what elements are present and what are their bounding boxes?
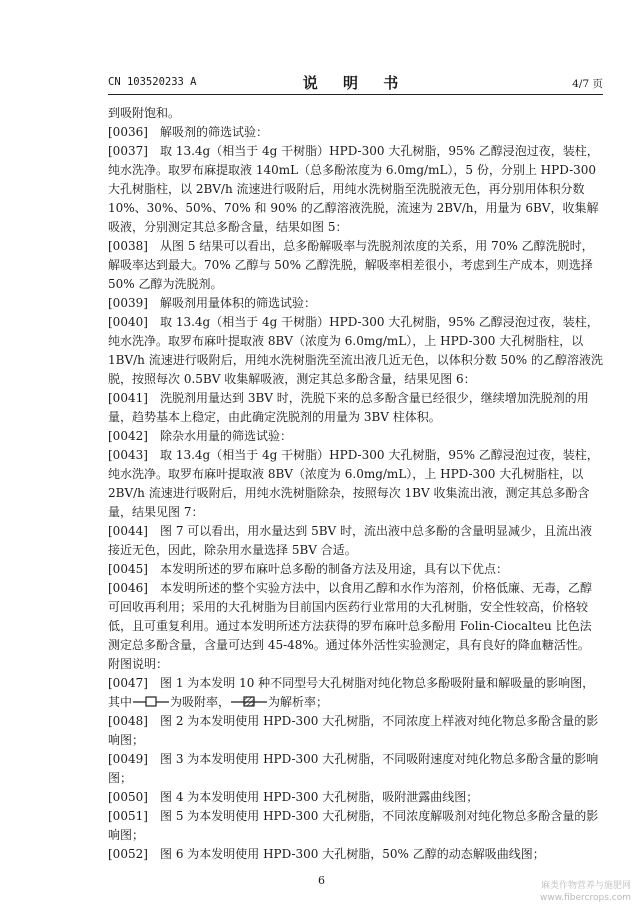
paragraph-number: [0046]	[108, 581, 148, 595]
paragraph-0041	[108, 389, 603, 427]
legend-desorption-text: 为解析率；	[268, 695, 329, 709]
page-info: 4/7 页	[572, 78, 603, 90]
paragraph-text: 解吸剂的筛选试验：	[160, 125, 269, 139]
paragraph-text: 取 13.4g（相当于 4g 干树脂）HPD-300 大孔树脂，95% 乙醇浸泡过夜，装柱，纯水洗净。取罗布麻提取液 140mL（总多酚浓度为 6.0mg/mL），5 份，分别上 HPD-300 大孔树脂柱，以 2BV/h 流速进行吸附后，用纯水洗树脂至洗脱液无色，再分别用体积分数 10%、30%、50%、70% 和 90% 的乙醇溶液洗脱，流速为 2BV/h，用量为 6BV，收集解吸液，分别测定其总多酚含量，结果如图 5：	[108, 144, 599, 234]
paragraph-number: [0043]	[108, 448, 148, 462]
paragraph-number: [0048]	[108, 714, 148, 728]
watermark-site-name: 麻类作物营养与施肥网	[540, 881, 631, 891]
paragraph-text: 洗脱剂用量达到 3BV 时，洗脱下来的总多酚含量已经很少，继续增加洗脱剂的用量，趋势基本上稳定，由此确定洗脱剂的用量为 3BV 柱体积。	[108, 391, 589, 424]
paragraph-0040	[108, 313, 603, 389]
paragraph-continuation	[108, 104, 603, 123]
paragraph-text: 本发明所述的整个实验方法中，以食用乙醇和水作为溶剂，价格低廉、无毒，乙醇可回收再利用；采用的大孔树脂为目前国内医药行业常用的大孔树脂，安全性较高，价格较低，且可重复利用。通过本发明所述方法获得的罗布麻叶总多酚用 Folin-Ciocalteu 比色法测定总多酚含量，含量可达到 45-48%。通过体外活性实验测定，具有良好的降血糖活性。	[108, 581, 593, 652]
paragraph-number: [0047]	[108, 676, 148, 690]
site-watermark	[540, 880, 631, 904]
paragraph-number: [0050]	[108, 790, 148, 804]
paragraph-text: 取 13.4g（相当于 4g 干树脂）HPD-300 大孔树脂，95% 乙醇浸泡过夜，装柱，纯水洗净。取罗布麻叶提取液 8BV（浓度为 6.0mg/mL），上 HPD-300 大孔树脂柱，以 1BV/h 流速进行吸附后，用纯水洗树脂洗至流出液几近无色，以体积分数 50% 的乙醇溶液洗脱，按照每次 0.5BV 收集解吸液，测定其总多酚含量，结果见图 6：	[108, 315, 604, 386]
paragraph-0050	[108, 788, 603, 807]
paragraph-0052	[108, 845, 603, 864]
paragraph-text: 图 5 为本发明使用 HPD-300 大孔树脂，不同浓度解吸剂对纯化物总多酚含量的影响图；	[108, 809, 599, 842]
watermark-url: www.fibercrops.com	[540, 893, 631, 903]
paragraph-0042	[108, 427, 603, 446]
document-body	[108, 104, 603, 864]
paragraph-0043	[108, 446, 603, 522]
paragraph-number: [0045]	[108, 562, 148, 576]
paragraph-text	[108, 674, 603, 712]
page-header	[108, 72, 603, 92]
paragraph-text: 取 13.4g（相当于 4g 干树脂）HPD-300 大孔树脂，95% 乙醇浸泡过夜，装柱，纯水洗净。取罗布麻叶提取液 8BV（浓度为 6.0mg/mL），上 HPD-300 大孔树脂柱，以 2BV/h 流速进行吸附后，用纯水洗树脂除杂，按照每次 1BV 收集流出液，测定其总多酚含量，结果见图 7：	[108, 448, 599, 519]
paragraph-0045	[108, 560, 603, 579]
header-rule	[108, 94, 603, 95]
paragraph-0051	[108, 807, 603, 845]
paragraph-number: [0042]	[108, 429, 148, 443]
figure-description-heading	[108, 655, 603, 674]
paragraph-text: 图 3 为本发明使用 HPD-300 大孔树脂，不同吸附速度对纯化物总多酚含量的影响图；	[108, 752, 599, 785]
paragraph-0049	[108, 750, 603, 788]
paragraph-0048	[108, 712, 603, 750]
paragraph-0038	[108, 237, 603, 294]
paragraph-text: 附图说明：	[108, 657, 169, 671]
paragraph-text: 解吸剂用量体积的筛选试验：	[160, 296, 317, 310]
paragraph-number: [0049]	[108, 752, 148, 766]
paragraph-0036	[108, 123, 603, 142]
paragraph-text: 从图 5 结果可以看出，总多酚解吸率与洗脱剂浓度的关系，用 70% 乙醇洗脱时，解吸率达到最大。70% 乙醇与 50% 乙醇洗脱，解吸率相差很小，考虑到生产成本，则选择 50% 乙醇为洗脱剂。	[108, 239, 594, 291]
paragraph-number: [0052]	[108, 847, 148, 861]
paragraph-0046	[108, 579, 603, 655]
adsorption-legend-icon	[133, 696, 169, 707]
paragraph-text: 图 2 为本发明使用 HPD-300 大孔树脂，不同浓度上样液对纯化物总多酚含量的影响图；	[108, 714, 599, 747]
paragraph-text: 图 6 为本发明使用 HPD-300 大孔树脂，50% 乙醇的动态解吸曲线图；	[160, 847, 545, 861]
paragraph-number: [0038]	[108, 239, 148, 253]
legend-adsorption-text: 为吸附率，	[170, 695, 231, 709]
paragraph-text: 图 7 可以看出，用水量达到 5BV 时，流出液中总多酚的含量明显减少，且流出液接近无色，因此，除杂用水量选择 5BV 合适。	[108, 524, 593, 557]
page-number: 6	[318, 874, 325, 887]
paragraph-text: 图 4 为本发明使用 HPD-300 大孔树脂，吸附泄露曲线图；	[160, 790, 479, 804]
paragraph-number: [0041]	[108, 391, 148, 405]
paragraph-number: [0040]	[108, 315, 148, 329]
paragraph-number: [0044]	[108, 524, 148, 538]
paragraph-number: [0036]	[108, 125, 148, 139]
paragraph-number: [0051]	[108, 809, 148, 823]
paragraph-text: 除杂水用量的筛选试验：	[160, 429, 293, 443]
paragraph-number: [0039]	[108, 296, 148, 310]
paragraph-0044	[108, 522, 603, 560]
paragraph-text: 到吸附饱和。	[108, 106, 181, 120]
legend-prefix: 其中	[108, 695, 133, 709]
publication-number: CN 103520233 A	[108, 76, 197, 88]
desorption-legend-icon	[231, 696, 267, 707]
paragraph-text-main: 图 1 为本发明 10 种不同型号大孔树脂对纯化物总多酚吸附量和解吸量的影响图，	[160, 676, 595, 690]
paragraph-0047	[108, 674, 603, 712]
paragraph-0037	[108, 142, 603, 237]
document-title: 说 明 书	[302, 74, 409, 92]
paragraph-0039	[108, 294, 603, 313]
paragraph-text: 本发明所述的罗布麻叶总多酚的制备方法及用途，具有以下优点：	[160, 562, 509, 576]
paragraph-number: [0037]	[108, 144, 148, 158]
